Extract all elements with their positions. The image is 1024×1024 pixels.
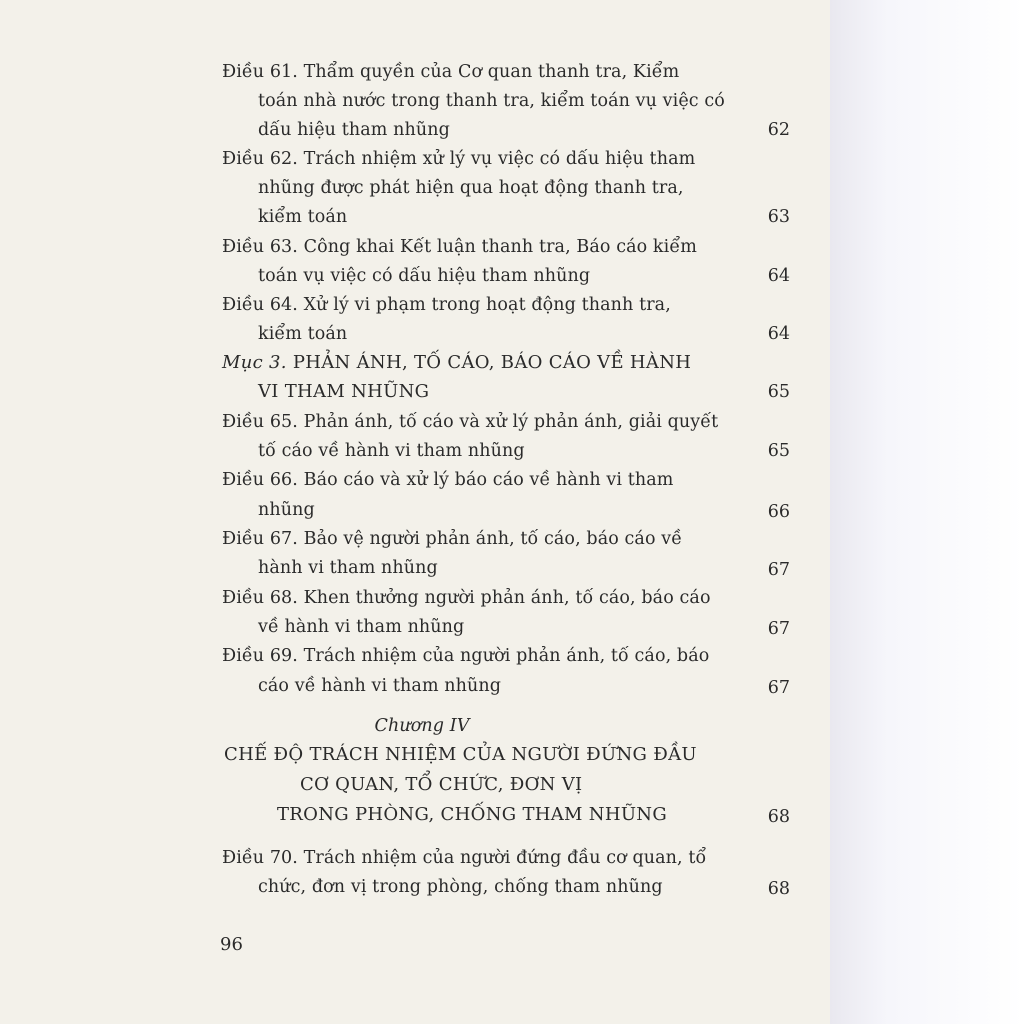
section-title: PHẢN ÁNH, TỐ CÁO, BÁO CÁO VỀ HÀNH <box>286 352 692 373</box>
toc-page-number: 68 <box>767 807 790 827</box>
toc-entry-line: dấu hiệu tham nhũng <box>258 120 450 140</box>
toc-entry-line: tố cáo về hành vi tham nhũng <box>258 441 525 461</box>
toc-entry-line: Điều 66. Báo cáo và xử lý báo cáo về hành vi tham <box>222 470 674 490</box>
toc-entry-line: kiểm toán <box>258 324 348 344</box>
toc-section-heading <box>222 352 691 374</box>
toc-entry-line: Điều 63. Công khai Kết luận thanh tra, Báo cáo kiểm <box>222 237 697 257</box>
toc-entry-line: toán vụ việc có dấu hiệu tham nhũng <box>258 266 591 286</box>
toc-entry-line: Điều 64. Xử lý vi phạm trong hoạt động thanh tra, <box>222 295 671 315</box>
toc-page-number: 66 <box>767 502 790 522</box>
toc-entry-line: Điều 61. Thẩm quyền của Cơ quan thanh tra, Kiểm <box>222 62 680 82</box>
chapter-title-line: CƠ QUAN, TỔ CHỨC, ĐƠN VỊ <box>300 774 583 795</box>
chapter-title-line: CHẾ ĐỘ TRÁCH NHIỆM CỦA NGƯỜI ĐỨNG ĐẦU <box>224 744 697 765</box>
toc-entry-line: chức, đơn vị trong phòng, chống tham nhũng <box>258 877 663 897</box>
toc-section-heading-line: VI THAM NHŨNG <box>258 381 430 402</box>
toc-page-number: 64 <box>767 266 790 286</box>
toc-page-number: 67 <box>767 560 790 580</box>
toc-page-number: 65 <box>767 382 790 402</box>
toc-entry-line: nhũng được phát hiện qua hoạt động thanh tra, <box>258 178 684 198</box>
toc-entry-line: Điều 65. Phản ánh, tố cáo và xử lý phản ánh, giải quyết <box>222 412 719 432</box>
toc-entry-line: về hành vi tham nhũng <box>258 617 465 637</box>
toc-entry-line: toán nhà nước trong thanh tra, kiểm toán vụ việc có <box>258 91 725 111</box>
toc-page-number: 67 <box>767 619 790 639</box>
toc-page-number: 68 <box>767 879 790 899</box>
chapter-title-line: TRONG PHÒNG, CHỐNG THAM NHŨNG <box>277 804 668 825</box>
toc-entry-line: kiểm toán <box>258 207 348 227</box>
toc-entry-line: Điều 68. Khen thưởng người phản ánh, tố cáo, báo cáo <box>222 588 711 608</box>
page-edge-background <box>830 0 1024 1024</box>
toc-entry-line: Điều 69. Trách nhiệm của người phản ánh, tố cáo, báo <box>222 646 710 666</box>
toc-entry-line: Điều 67. Bảo vệ người phản ánh, tố cáo, báo cáo về <box>222 529 683 549</box>
toc-page-number: 67 <box>767 678 790 698</box>
toc-entry-line: Điều 70. Trách nhiệm của người đứng đầu cơ quan, tổ <box>222 848 707 868</box>
toc-entry-line: cáo về hành vi tham nhũng <box>258 676 502 696</box>
toc-entry-line: Điều 62. Trách nhiệm xử lý vụ việc có dấu hiệu tham <box>222 149 696 169</box>
page-number: 96 <box>220 934 243 955</box>
chapter-label: Chương IV <box>374 716 470 736</box>
toc-page-number: 64 <box>767 324 790 344</box>
toc-entry-line: hành vi tham nhũng <box>258 558 438 578</box>
toc-entry-line: nhũng <box>258 500 315 520</box>
toc-page-number: 63 <box>767 207 790 227</box>
section-label: Mục 3. <box>222 352 287 373</box>
toc-page-number: 65 <box>767 441 790 461</box>
toc-page-number: 62 <box>767 120 790 140</box>
